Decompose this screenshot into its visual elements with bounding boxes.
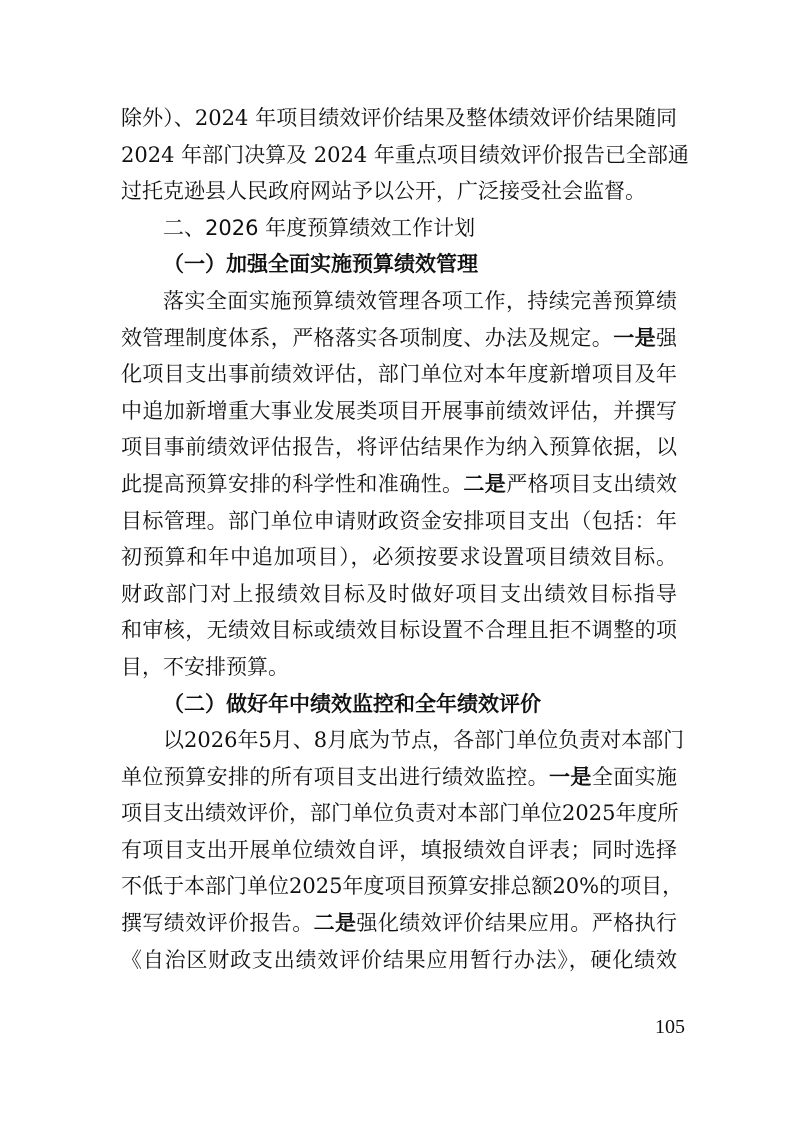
emphasis-text: 二是 <box>463 470 507 496</box>
document-body <box>121 100 689 978</box>
text-line: 目，不安排预算。 <box>121 654 289 679</box>
text-line: 项目支出绩效评价，部门单位负责对本部门单位2025年度所 <box>121 801 679 826</box>
text-line: 化项目支出事前绩效评估，部门单位对本年度新增项目及年 <box>121 362 677 387</box>
text-line: 效管理制度体系，严格落实各项制度、办法及规定。一是强 <box>121 324 678 350</box>
text-line: 财政部门对上报绩效目标及时做好项目支出绩效目标指导 <box>121 581 677 606</box>
text-line: 初预算和年中追加项目），必须按要求设置项目绩效目标。 <box>121 545 677 570</box>
text-line: 2024 年部门决算及 2024 年重点项目绩效评价报告已全部通 <box>121 142 689 167</box>
text-line: 和审核，无绩效目标或绩效目标设置不合理且拒不调整的项 <box>121 618 677 643</box>
subsection-heading: （二）做好年中绩效监控和全年绩效评价 <box>163 690 541 716</box>
section-heading: 二、2026 年度预算绩效工作计划 <box>163 215 476 240</box>
text-line: 撰写绩效评价报告。二是强化绩效评价结果应用。严格执行 <box>121 910 678 936</box>
text-line: 以2026年5月、8月底为节点，各部门单位负责对本部门 <box>163 728 685 753</box>
emphasis-text: 一是 <box>613 324 657 350</box>
emphasis-text: 二是 <box>313 910 357 936</box>
subsection-heading: （一）加强全面实施预算绩效管理 <box>163 251 478 277</box>
text-line: 单位预算安排的所有项目支出进行绩效监控。一是全面实施 <box>121 763 678 789</box>
text-line: 过托克逊县人民政府网站予以公开，广泛接受社会监督。 <box>121 179 646 204</box>
text-line: 落实全面实施预算绩效管理各项工作，持续完善预算绩 <box>163 288 677 313</box>
text-line: 中追加新增重大事业发展类项目开展事前绩效评估，并撰写 <box>121 398 677 423</box>
text-line: 《自治区财政支出绩效评价结果应用暂行办法》，硬化绩效 <box>121 947 677 972</box>
text-line: 此提高预算安排的科学性和准确性。二是严格项目支出绩效 <box>121 470 678 496</box>
text-line: 不低于本部门单位2025年度项目预算安排总额20%的项目， <box>121 874 684 899</box>
text-line: 除外）、2024 年项目绩效评价结果及整体绩效评价结果随同 <box>121 106 677 130</box>
page-number: 105 <box>655 1016 685 1038</box>
emphasis-text: 一是 <box>549 763 592 789</box>
text-line: 目标管理。部门单位申请财政资金安排项目支出（包括：年 <box>121 508 677 533</box>
text-line: 项目事前绩效评估报告，将评估结果作为纳入预算依据，以 <box>121 435 677 460</box>
text-line: 有项目支出开展单位绩效自评，填报绩效自评表；同时选择 <box>121 837 677 862</box>
